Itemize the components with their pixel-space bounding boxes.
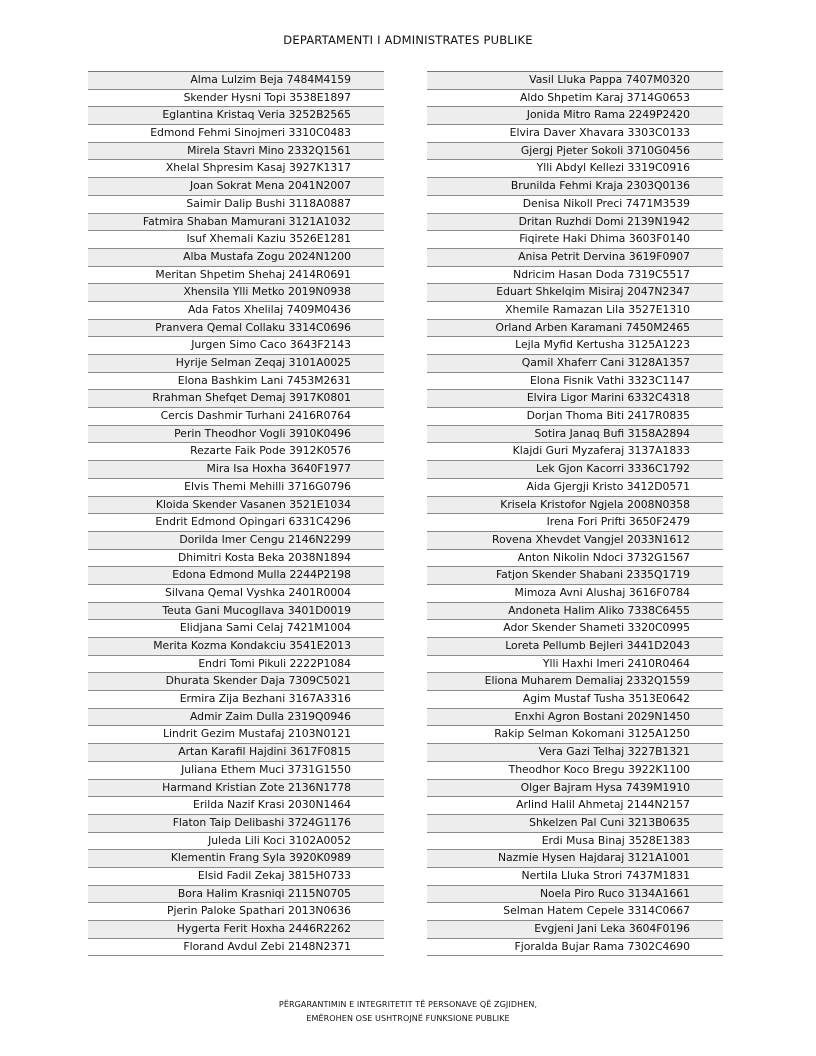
list-item: Kloida Skender Vasanen 3521E1034 <box>88 497 384 515</box>
list-item: Perin Theodhor Vogli 3910K0496 <box>88 426 384 444</box>
list-item: Lejla Myfid Kertusha 3125A1223 <box>427 337 723 355</box>
list-item: Aida Gjergji Kristo 3412D0571 <box>427 479 723 497</box>
list-item: Sotira Janaq Bufi 3158A2894 <box>427 426 723 444</box>
list-item: Arlind Halil Ahmetaj 2144N2157 <box>427 797 723 815</box>
list-item: Theodhor Koco Bregu 3922K1100 <box>427 762 723 780</box>
list-item: Rakip Selman Kokomani 3125A1250 <box>427 726 723 744</box>
list-item: Skender Hysni Topi 3538E1897 <box>88 90 384 108</box>
list-item: Saimir Dalip Bushi 3118A0887 <box>88 196 384 214</box>
footer-line-1: PËRGARANTIMIN E INTEGRITETIT TË PERSONAVE QË ZGJIDHEN, <box>278 1000 538 1009</box>
list-item: Silvana Qemal Vyshka 2401R0004 <box>88 585 384 603</box>
list-item: Xhemile Ramazan Lila 3527E1310 <box>427 302 723 320</box>
list-item: Anton Nikolin Ndoci 3732G1567 <box>427 550 723 568</box>
list-item: Orland Arben Karamani 7450M2465 <box>427 320 723 338</box>
list-item: Mimoza Avni Alushaj 3616F0784 <box>427 585 723 603</box>
list-item: Ermira Zija Bezhani 3167A3316 <box>88 691 384 709</box>
left-name-list <box>88 71 384 956</box>
list-item: Bora Halim Krasniqi 2115N0705 <box>88 886 384 904</box>
list-item: Klementin Frang Syla 3920K0989 <box>88 850 384 868</box>
list-item: Merita Kozma Kondakciu 3541E2013 <box>88 638 384 656</box>
list-item: Loreta Pellumb Bejleri 3441D2043 <box>427 638 723 656</box>
list-item: Dritan Ruzhdi Domi 2139N1942 <box>427 214 723 232</box>
list-item: Rovena Xhevdet Vangjel 2033N1612 <box>427 532 723 550</box>
list-item: Eglantina Kristaq Veria 3252B2565 <box>88 107 384 125</box>
list-item: Mirela Stavri Mino 2332Q1561 <box>88 143 384 161</box>
list-item: Fatmira Shaban Mamurani 3121A1032 <box>88 214 384 232</box>
list-item: Vera Gazi Telhaj 3227B1321 <box>427 744 723 762</box>
list-item: Ador Skender Shameti 3320C0995 <box>427 620 723 638</box>
list-item: Harmand Kristian Zote 2136N1778 <box>88 780 384 798</box>
page-title: DEPARTAMENTI I ADMINISTRATES PUBLIKE <box>283 33 533 47</box>
list-item: Fiqirete Haki Dhima 3603F0140 <box>427 231 723 249</box>
footer-line-2: EMËROHEN OSE USHTROJNË FUNKSIONE PUBLIKE <box>306 1014 510 1023</box>
list-item: Cercis Dashmir Turhani 2416R0764 <box>88 408 384 426</box>
list-item: Juleda Lili Koci 3102A0052 <box>88 833 384 851</box>
list-item: Hyrije Selman Zeqaj 3101A0025 <box>88 355 384 373</box>
list-item: Dorilda Imer Cengu 2146N2299 <box>88 532 384 550</box>
list-item: Xhelal Shpresim Kasaj 3927K1317 <box>88 160 384 178</box>
list-item: Krisela Kristofor Ngjela 2008N0358 <box>427 497 723 515</box>
list-item: Dorjan Thoma Biti 2417R0835 <box>427 408 723 426</box>
list-item: Meritan Shpetim Shehaj 2414R0691 <box>88 267 384 285</box>
list-item: Elvira Ligor Marini 6332C4318 <box>427 390 723 408</box>
list-item: Edmond Fehmi Sinojmeri 3310C0483 <box>88 125 384 143</box>
list-item: Fatjon Skender Shabani 2335Q1719 <box>427 567 723 585</box>
list-item: Dhimitri Kosta Beka 2038N1894 <box>88 550 384 568</box>
list-item: Enxhi Agron Bostani 2029N1450 <box>427 709 723 727</box>
list-item: Elidjana Sami Celaj 7421M1004 <box>88 620 384 638</box>
list-item: Rezarte Faik Pode 3912K0576 <box>88 443 384 461</box>
list-item: Ylli Haxhi Imeri 2410R0464 <box>427 656 723 674</box>
list-item: Agim Mustaf Tusha 3513E0642 <box>427 691 723 709</box>
list-item: Lindrit Gezim Mustafaj 2103N0121 <box>88 726 384 744</box>
list-item: Isuf Xhemali Kaziu 3526E1281 <box>88 231 384 249</box>
list-item: Denisa Nikoll Preci 7471M3539 <box>427 196 723 214</box>
list-item: Selman Hatem Cepele 3314C0667 <box>427 903 723 921</box>
list-item: Nertila Lluka Strori 7437M1831 <box>427 868 723 886</box>
list-item: Alba Mustafa Zogu 2024N1200 <box>88 249 384 267</box>
list-item: Alma Lulzim Beja 7484M4159 <box>88 72 384 90</box>
list-item: Lek Gjon Kacorri 3336C1792 <box>427 461 723 479</box>
list-item: Vasil Lluka Pappa 7407M0320 <box>427 72 723 90</box>
list-item: Florand Avdul Zebi 2148N2371 <box>88 939 384 957</box>
list-item: Elvis Themi Mehilli 3716G0796 <box>88 479 384 497</box>
list-item: Olger Bajram Hysa 7439M1910 <box>427 780 723 798</box>
list-item: Erilda Nazif Krasi 2030N1464 <box>88 797 384 815</box>
list-item: Qamil Xhaferr Cani 3128A1357 <box>427 355 723 373</box>
list-item: Juliana Ethem Muci 3731G1550 <box>88 762 384 780</box>
list-item: Andoneta Halim Aliko 7338C6455 <box>427 603 723 621</box>
list-item: Flaton Taip Delibashi 3724G1176 <box>88 815 384 833</box>
list-item: Pranvera Qemal Collaku 3314C0696 <box>88 320 384 338</box>
list-item: Elsid Fadil Zekaj 3815H0733 <box>88 868 384 886</box>
list-item: Anisa Petrit Dervina 3619F0907 <box>427 249 723 267</box>
list-item: Jonida Mitro Rama 2249P2420 <box>427 107 723 125</box>
list-item: Jurgen Simo Caco 3643F2143 <box>88 337 384 355</box>
list-item: Ndricim Hasan Doda 7319C5517 <box>427 267 723 285</box>
list-item: Fjoralda Bujar Rama 7302C4690 <box>427 939 723 957</box>
right-name-list <box>427 71 723 956</box>
list-item: Joan Sokrat Mena 2041N2007 <box>88 178 384 196</box>
list-item: Ylli Abdyl Kellezi 3319C0916 <box>427 160 723 178</box>
list-item: Eliona Muharem Demaliaj 2332Q1559 <box>427 673 723 691</box>
list-item: Rrahman Shefqet Demaj 3917K0801 <box>88 390 384 408</box>
list-item: Noela Piro Ruco 3134A1661 <box>427 886 723 904</box>
list-item: Ada Fatos Xhelilaj 7409M0436 <box>88 302 384 320</box>
list-item: Endrit Edmond Opingari 6331C4296 <box>88 514 384 532</box>
list-item: Xhensila Ylli Metko 2019N0938 <box>88 284 384 302</box>
list-item: Elona Bashkim Lani 7453M2631 <box>88 373 384 391</box>
page-footer <box>0 998 816 1026</box>
list-item: Klajdi Guri Myzaferaj 3137A1833 <box>427 443 723 461</box>
list-item: Mira Isa Hoxha 3640F1977 <box>88 461 384 479</box>
list-item: Dhurata Skender Daja 7309C5021 <box>88 673 384 691</box>
list-item: Hygerta Ferit Hoxha 2446R2262 <box>88 921 384 939</box>
list-item: Eduart Shkelqim Misiraj 2047N2347 <box>427 284 723 302</box>
list-item: Gjergj Pjeter Sokoli 3710G0456 <box>427 143 723 161</box>
list-item: Elvira Daver Xhavara 3303C0133 <box>427 125 723 143</box>
list-item: Brunilda Fehmi Kraja 2303Q0136 <box>427 178 723 196</box>
list-item: Aldo Shpetim Karaj 3714G0653 <box>427 90 723 108</box>
list-item: Artan Karafil Hajdini 3617F0815 <box>88 744 384 762</box>
list-item: Erdi Musa Binaj 3528E1383 <box>427 833 723 851</box>
list-item: Teuta Gani Mucogllava 3401D0019 <box>88 603 384 621</box>
list-item: Elona Fisnik Vathi 3323C1147 <box>427 373 723 391</box>
list-item: Shkelzen Pal Cuni 3213B0635 <box>427 815 723 833</box>
list-item: Endri Tomi Pikuli 2222P1084 <box>88 656 384 674</box>
list-item: Evgjeni Jani Leka 3604F0196 <box>427 921 723 939</box>
list-item: Admir Zaim Dulla 2319Q0946 <box>88 709 384 727</box>
list-item: Edona Edmond Mulla 2244P2198 <box>88 567 384 585</box>
list-item: Nazmie Hysen Hajdaraj 3121A1001 <box>427 850 723 868</box>
list-item: Irena Fori Prifti 3650F2479 <box>427 514 723 532</box>
list-item: Pjerin Paloke Spathari 2013N0636 <box>88 903 384 921</box>
